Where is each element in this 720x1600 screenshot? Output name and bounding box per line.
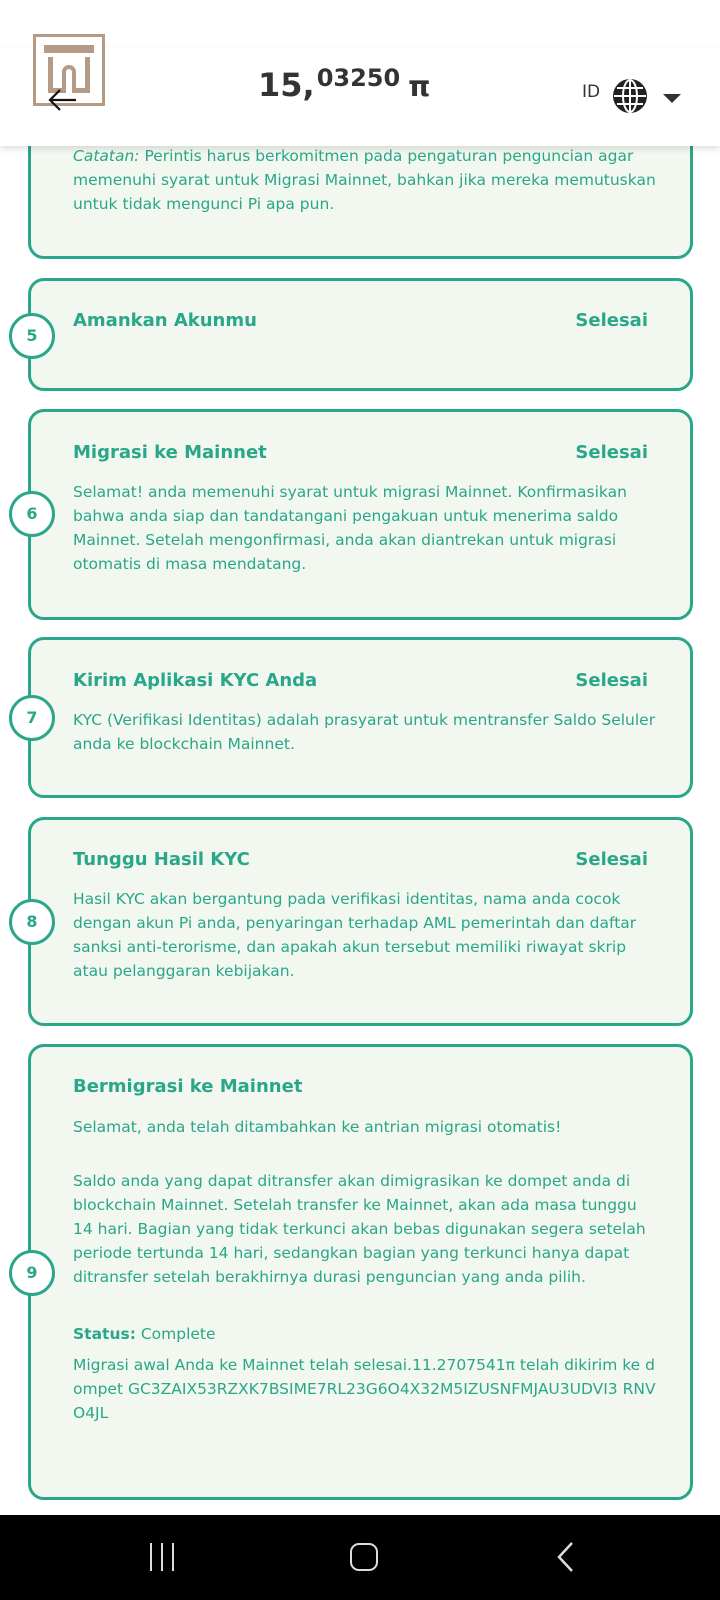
step-status: Selesai [575, 442, 648, 463]
step-card-6[interactable] [28, 409, 693, 620]
step-description: Hasil KYC akan bergantung pada verifikasi identitas, nama anda cocok dengan akun Pi anda, penyaringan terhadap AML pemerintah dan daftar sanksi anti-terorisme, dan apakah akun tersebut memiliki riwayat skrip atau pelanggaran kebijakan. [73, 890, 637, 980]
caret-down-icon[interactable] [663, 94, 681, 103]
home-icon[interactable] [350, 1543, 378, 1571]
status-label: Status: [73, 1325, 136, 1343]
step-status: Selesai [575, 670, 648, 691]
note-label: Catatan: [73, 147, 140, 165]
step-card-8[interactable] [28, 817, 693, 1026]
language-code[interactable]: ID [582, 82, 601, 102]
migration-description: Saldo anda yang dapat ditransfer akan dimigrasikan ke dompet anda di blockchain Mainnet. Setelah transfer ke Mainnet, akan ada masa tunggu 14 hari. Bagian yang tidak terkunci akan bebas digunakan segera setelah periode tertunda 14 hari, sedangkan bagian yang terkunci hanya dapat ditransfer setelah berakhirnya durasi penguncian yang anda pilih. [73, 1172, 646, 1286]
step-number-6: 6 [9, 491, 55, 537]
globe-icon[interactable] [612, 78, 648, 114]
balance-decimal: 03250 [316, 64, 401, 92]
step-status: Selesai [575, 310, 648, 331]
balance-integer: 15, [258, 66, 315, 104]
queue-message: Selamat, anda telah ditambahkan ke antrian migrasi otomatis! [73, 1118, 562, 1136]
lockup-note [73, 144, 658, 216]
recent-apps-icon[interactable] [148, 1543, 176, 1571]
step-status: Selesai [575, 849, 648, 870]
app-header [0, 48, 720, 146]
step-title: Migrasi ke Mainnet [73, 442, 267, 463]
step-number-8: 8 [9, 899, 55, 945]
back-arrow-icon[interactable] [48, 88, 78, 112]
step-title: Tunggu Hasil KYC [73, 849, 250, 870]
step-title: Amankan Akunmu [73, 310, 257, 331]
system-nav-bar [0, 1515, 720, 1600]
step-card-9[interactable] [28, 1044, 693, 1500]
migration-status [73, 1322, 658, 1346]
pi-symbol: π [408, 70, 431, 103]
note-text: Perintis harus berkomitmen pada pengaturan penguncian agar memenuhi syarat untuk Migrasi Mainnet, bahkan jika mereka memutuskan untuk tidak mengunci Pi apa pun. [73, 147, 656, 213]
step-card-5[interactable] [28, 278, 693, 391]
step-description: KYC (Verifikasi Identitas) adalah prasyarat untuk mentransfer Saldo Seluler anda ke blockchain Mainnet. [73, 711, 656, 753]
step-title: Bermigrasi ke Mainnet [73, 1076, 303, 1097]
back-nav-icon[interactable] [556, 1541, 576, 1573]
step-card-7[interactable] [28, 637, 693, 798]
migration-result: Migrasi awal Anda ke Mainnet telah selesai.11.2707541π telah dikirim ke dompet GC3ZAIX53RZXK7BSIME7RL23G6O4X32M5IZUSNFMJAU3UDVI3 RNVO4JL [73, 1356, 656, 1422]
step-title: Kirim Aplikasi KYC Anda [73, 670, 318, 691]
pi-balance [258, 66, 430, 104]
step-number-7: 7 [9, 695, 55, 741]
status-value: Complete [135, 1325, 216, 1343]
step-description: Selamat! anda memenuhi syarat untuk migrasi Mainnet. Konfirmasikan bahwa anda siap dan tandatangani pengakuan untuk menerima saldo Mainnet. Setelah mengonfirmasi, anda akan diantrekan untuk migrasi otomatis di masa mendatang. [73, 483, 627, 573]
step-number-9: 9 [9, 1250, 55, 1296]
step-number-5: 5 [9, 313, 55, 359]
